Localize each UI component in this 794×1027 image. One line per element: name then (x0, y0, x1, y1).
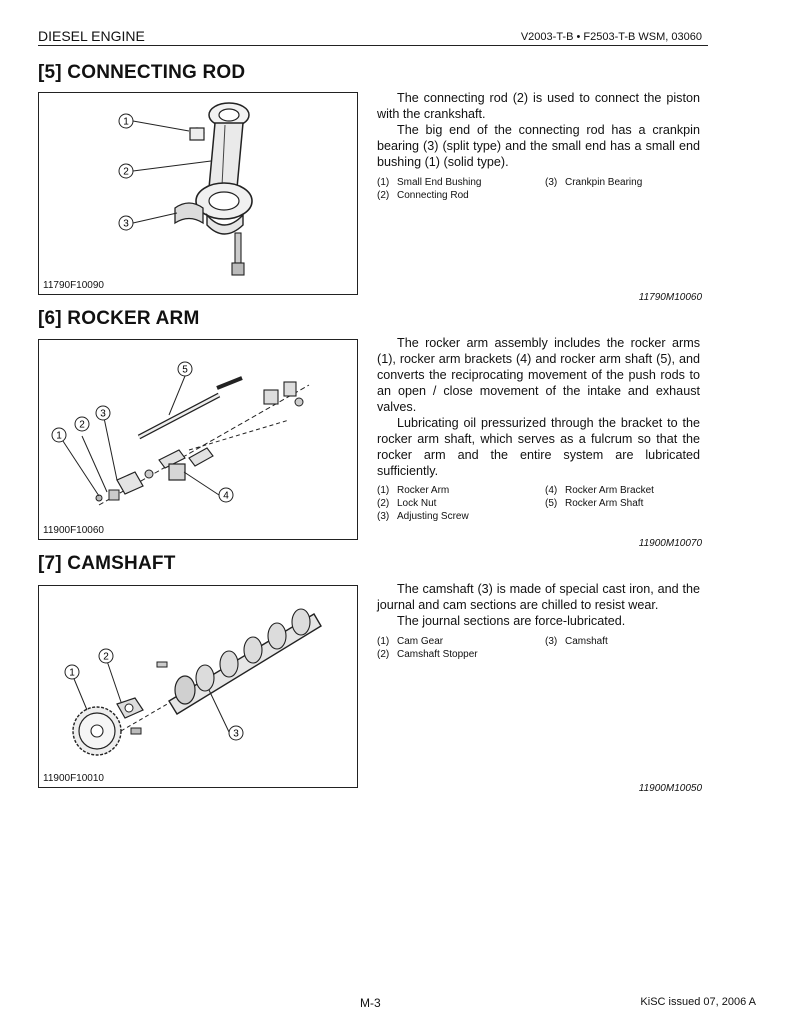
legend-row: (2) Camshaft Stopper (377, 649, 478, 660)
section-title-connecting-rod: [5] CONNECTING ROD (38, 62, 246, 83)
svg-text:3: 3 (233, 728, 239, 740)
header-section-title: DIESEL ENGINE (38, 28, 145, 44)
svg-text:2: 2 (123, 166, 129, 178)
callout-5 (178, 362, 192, 376)
section-title-rocker-arm: [6] ROCKER ARM (38, 308, 200, 329)
legend-rocker-arm (377, 484, 707, 523)
callout-3 (229, 726, 243, 740)
svg-text:2: 2 (79, 419, 85, 431)
legend-row: (1) Small End Bushing (3) Crankpin Bearing (377, 177, 643, 188)
connecting-rod-illustration (39, 93, 359, 296)
legend-row: (1) Rocker Arm (4) Rocker Arm Bracket (377, 485, 654, 496)
svg-text:1: 1 (56, 430, 62, 442)
header-rule (38, 45, 708, 46)
reference-code: 11900M10050 (638, 783, 702, 794)
callout-1 (52, 428, 66, 442)
description-rocker-arm (377, 335, 700, 479)
figure-camshaft (38, 585, 358, 788)
svg-text:1: 1 (123, 116, 129, 128)
callout-3 (96, 406, 110, 420)
legend-row: (1) Cam Gear (3) Camshaft (377, 636, 608, 647)
callout-1 (65, 665, 79, 679)
header-manual-id: V2003-T-B • F2503-T-B WSM, 03060 (520, 31, 702, 43)
paragraph: Lubricating oil pressurized through the bracket to the rocker arm shaft, which serves as a fulcrum so that the rocker arm and the entire system are lubricated sufficiently. (377, 416, 700, 478)
page-number: M-3 (360, 996, 381, 1010)
issue-note: KiSC issued 07, 2006 A (640, 996, 756, 1008)
legend-row: (2) Lock Nut (5) Rocker Arm Shaft (377, 498, 644, 509)
paragraph: The camshaft (3) is made of special cast iron, and the journal and cam sections are chilled to resist wear. (377, 582, 700, 612)
svg-text:2: 2 (103, 651, 109, 663)
reference-code: 11900M10070 (638, 538, 702, 549)
svg-text:4: 4 (223, 490, 229, 502)
reference-code: 11790M10060 (638, 292, 702, 303)
callout-2 (75, 417, 89, 431)
figure-code: 11790F10090 (43, 280, 104, 291)
paragraph: The big end of the connecting rod has a crankpin bearing (3) (split type) and the small end has a small end bushing (1) (solid type). (377, 123, 700, 169)
callout-3 (119, 216, 133, 230)
callout-1 (119, 114, 133, 128)
paragraph: The connecting rod (2) is used to connect the piston with the crankshaft. (377, 91, 700, 121)
figure-code: 11900F10010 (43, 773, 104, 784)
svg-text:3: 3 (123, 218, 129, 230)
section-title-camshaft: [7] CAMSHAFT (38, 553, 176, 574)
description-connecting-rod (377, 90, 700, 170)
legend-camshaft (377, 635, 707, 661)
figure-code: 11900F10060 (43, 525, 104, 536)
svg-text:3: 3 (100, 408, 106, 420)
figure-connecting-rod (38, 92, 358, 295)
description-camshaft (377, 581, 700, 629)
camshaft-illustration (39, 586, 359, 789)
svg-text:5: 5 (182, 364, 188, 376)
callout-4 (219, 488, 233, 502)
paragraph: The rocker arm assembly includes the rocker arms (1), rocker arm brackets (4) and rocker arm shaft (5), and converts the reciprocating movement of the push rods to an open / close movement of the intake and exhaust valves. (377, 336, 700, 414)
svg-text:1: 1 (69, 667, 75, 679)
legend-connecting-rod (377, 176, 707, 202)
rocker-arm-illustration (39, 340, 359, 541)
figure-rocker-arm (38, 339, 358, 540)
callout-2 (119, 164, 133, 178)
legend-row: (3) Adjusting Screw (377, 511, 469, 522)
callout-2 (99, 649, 113, 663)
legend-row: (2) Connecting Rod (377, 190, 469, 201)
paragraph: The journal sections are force-lubricated. (397, 614, 626, 628)
